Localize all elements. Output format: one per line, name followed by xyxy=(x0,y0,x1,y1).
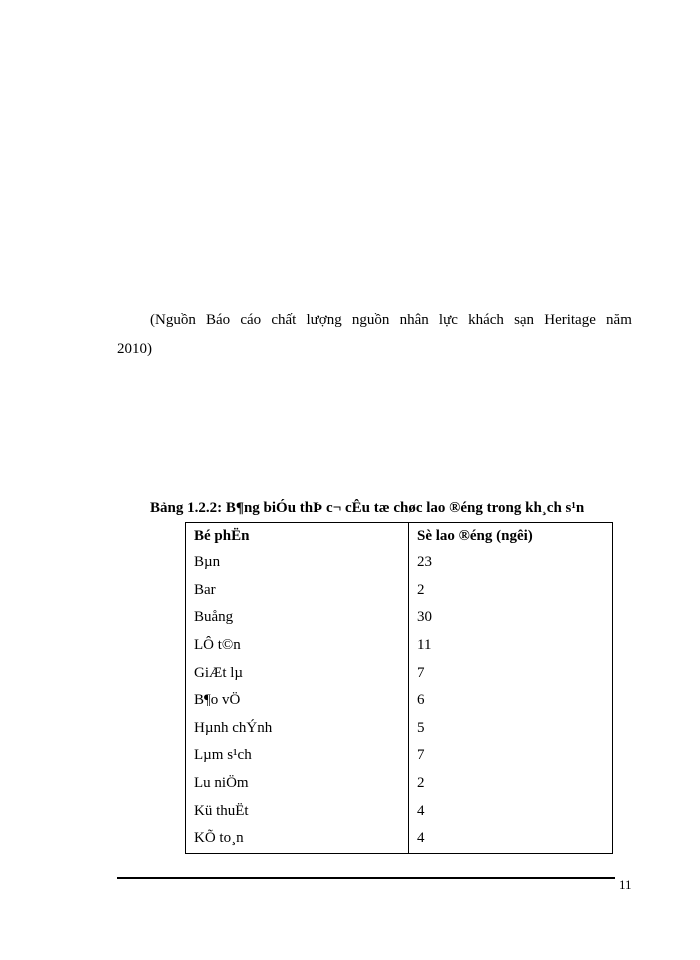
cell-staff-count: 30 xyxy=(409,604,613,632)
cell-staff-count: 7 xyxy=(409,659,613,687)
source-note-word: lực xyxy=(438,312,458,328)
footer-rule xyxy=(117,877,615,879)
cell-staff-count: 4 xyxy=(409,797,613,825)
cell-department: Bµn xyxy=(186,549,409,577)
cell-department: Lµm s¹ch xyxy=(186,742,409,770)
cell-staff-count: 23 xyxy=(409,549,613,577)
table-row xyxy=(186,659,613,687)
cell-department: Buång xyxy=(186,604,409,632)
source-note-word: lượng xyxy=(306,312,342,328)
source-note-word: Heritage xyxy=(544,312,596,328)
source-note-word: (Nguồn xyxy=(150,312,196,328)
table-caption: Bảng 1.2.2: B¶ng biÓu thÞ c¬ cÊu tæ chøc lao ®éng trong kh¸ch s¹n xyxy=(150,500,585,516)
table-row xyxy=(186,604,613,632)
source-note-word: năm xyxy=(606,312,632,328)
source-note-word: Báo xyxy=(206,312,231,328)
table-row xyxy=(186,797,613,825)
table-row xyxy=(186,715,613,743)
source-note-word: sạn xyxy=(514,312,535,328)
source-note-line-1 xyxy=(117,306,632,335)
cell-department: Lu niÖm xyxy=(186,770,409,798)
cell-department: Hµnh chÝnh xyxy=(186,715,409,743)
table-body xyxy=(186,549,613,853)
cell-staff-count: 7 xyxy=(409,742,613,770)
table-row xyxy=(186,549,613,577)
header-staff-count: Sè lao ®éng (ngêi) xyxy=(409,523,613,550)
source-note xyxy=(117,306,632,364)
cell-department: Bar xyxy=(186,577,409,605)
cell-department: KÕ to¸n xyxy=(186,825,409,853)
table-row xyxy=(186,632,613,660)
cell-staff-count: 5 xyxy=(409,715,613,743)
source-note-word: chất xyxy=(271,312,297,328)
table-row xyxy=(186,577,613,605)
table-row xyxy=(186,687,613,715)
table-row xyxy=(186,770,613,798)
cell-department: LÔ t©n xyxy=(186,632,409,660)
table-row xyxy=(186,742,613,770)
cell-department: Kü thuËt xyxy=(186,797,409,825)
source-note-line-2: 2010) xyxy=(117,341,152,357)
source-note-word: khách xyxy=(468,312,504,328)
page-number: 11 xyxy=(619,877,632,892)
cell-staff-count: 4 xyxy=(409,825,613,853)
source-note-word: nhân xyxy=(399,312,429,328)
cell-staff-count: 2 xyxy=(409,770,613,798)
cell-department: B¶o vÖ xyxy=(186,687,409,715)
header-department: Bé phËn xyxy=(186,523,409,550)
cell-staff-count: 2 xyxy=(409,577,613,605)
table-row xyxy=(186,825,613,853)
source-note-word: nguồn xyxy=(351,312,390,328)
cell-staff-count: 6 xyxy=(409,687,613,715)
staff-structure-table xyxy=(185,522,613,854)
cell-department: GiÆt lµ xyxy=(186,659,409,687)
table-header-row xyxy=(186,523,613,550)
source-note-word: cáo xyxy=(240,312,262,328)
cell-staff-count: 11 xyxy=(409,632,613,660)
